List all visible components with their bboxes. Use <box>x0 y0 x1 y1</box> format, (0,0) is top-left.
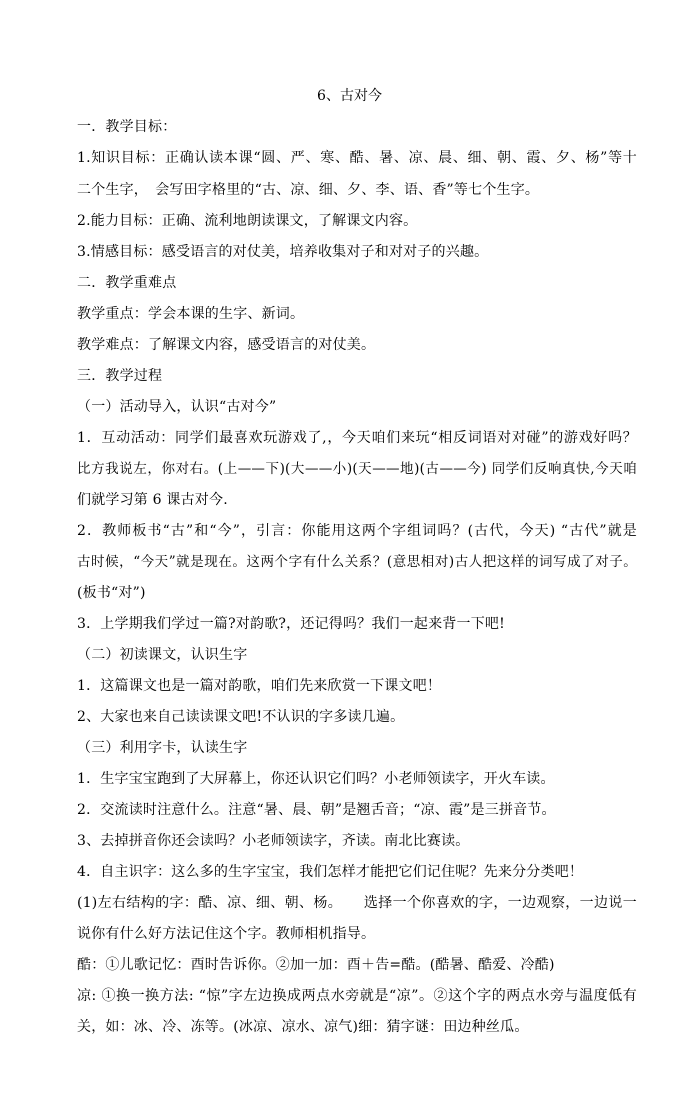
section-heading-objectives: 一．教学目标： <box>77 119 177 135</box>
paragraph-line: 2．交流读时注意什么。注意“暑、晨、朝”是翘舌音；“凉、霞”是三拼音节。 <box>77 802 556 818</box>
paragraph-line: 3．上学期我们学过一篇?对韵歌?，还记得吗？我们一起来背一下吧! <box>77 616 505 632</box>
paragraph-line: 2、大家也来自己读读课文吧!不认识的字多读几遍。 <box>77 709 405 725</box>
paragraph-line: (板书“对”) <box>77 585 146 601</box>
paragraph-line: (1)左右结构的字：酷、凉、细、朝、杨。 选择一个你喜欢的字，一边观察，一边说一 <box>77 895 637 911</box>
section-heading-key-points: 二．教学重难点 <box>77 275 177 291</box>
paragraph-line: 教学重点：学会本课的生字、新词。 <box>77 306 305 322</box>
paragraph-line: 们就学习第 6 课古对今. <box>77 492 228 508</box>
paragraph-line: 1．生字宝宝跑到了大屏幕上，你还认识它们吗？小老师领读字，开火车读。 <box>77 771 555 787</box>
paragraph-line: 3、去掉拼音你还会读吗？小老师领读字，齐读。南北比赛读。 <box>77 833 470 849</box>
paragraph-line: 4．自主识字：这么多的生字宝宝，我们怎样才能把它们记住呢？先来分分类吧！ <box>77 864 584 880</box>
document-title: 6、古对今 <box>317 88 382 104</box>
paragraph-line: 2.能力目标：正确、流利地朗读课文，了解课文内容。 <box>77 213 418 229</box>
subsection-heading: （二）初读课文，认识生字 <box>77 647 248 663</box>
paragraph-line: 1.知识目标：正确认读本课“圆、严、寒、酷、暑、凉、晨、细、朝、霞、夕、杨”等十 <box>77 150 637 166</box>
paragraph-line: 关，如：冰、冷、冻等。(冰凉、凉水、凉气)细：猜字谜：田边种丝瓜。 <box>77 1019 529 1035</box>
paragraph-line: 古时候，“今天”就是现在。这两个字有什么关系？(意思相对)古人把这样的词写成了对子。 <box>77 554 637 570</box>
subsection-heading: （一）活动导入，认识“古对今” <box>77 399 277 415</box>
subsection-heading: （三）利用字卡，认读生字 <box>77 740 248 756</box>
paragraph-line: 凉: ①换一换方法: “惊”字左边换成两点水旁就是“凉”。②这个字的两点水旁与温度低有 <box>77 988 637 1004</box>
paragraph-line: 1．互动活动：同学们最喜欢玩游戏了,，今天咱们来玩“相反词语对对碰”的游戏好吗？ <box>77 430 637 446</box>
paragraph-line: 酷：①儿歌记忆：酉时告诉你。②加一加：酉＋告=酷。(酷暑、酷爱、冷酷) <box>77 957 555 973</box>
paragraph-line: 1．这篇课文也是一篇对韵歌，咱们先来欣赏一下课文吧！ <box>77 678 442 694</box>
section-heading-process: 三．教学过程 <box>77 368 163 384</box>
paragraph-line: 比方我说左，你对右。(上——下)(大——小)(天——地)(古——今) 同学们反响真快,今天咱 <box>77 461 637 477</box>
paragraph-line: 2．教师板书“古”和“今”，引言：你能用这两个字组词吗？(古代，今天) “古代”就是 <box>77 523 637 539</box>
paragraph-line: 3.情感目标：感受语言的对仗美，培养收集对子和对对子的兴趣。 <box>77 244 489 260</box>
paragraph-line: 说你有什么好方法记住这个字。教师相机指导。 <box>77 926 376 942</box>
paragraph-line: 二个生字， 会写田字格里的“古、凉、细、夕、李、语、香”等七个生字。 <box>77 182 540 198</box>
paragraph-line: 教学难点：了解课文内容，感受语言的对仗美。 <box>77 337 376 353</box>
